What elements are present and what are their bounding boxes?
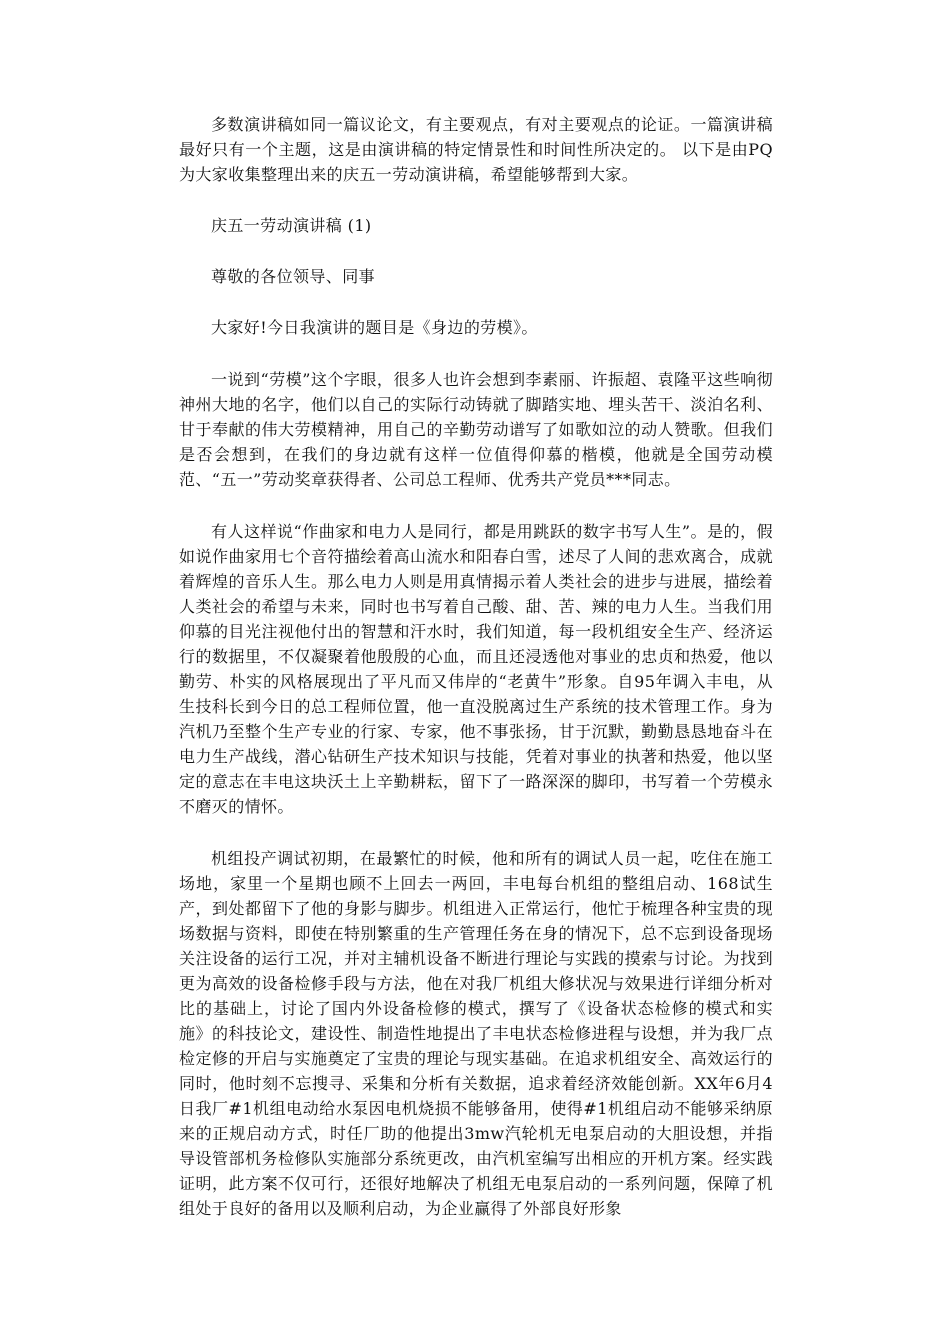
document-body xyxy=(179,112,773,1221)
body-paragraph: 有人这样说“作曲家和电力人是同行，都是用跳跃的数字书写人生”。是的，假如说作曲家用七个音符描绘着高山流水和阳春白雪，述尽了人间的悲欢离合，成就着辉煌的音乐人生。那么电力人则是用真情揭示着人类社会的进步与进展，描绘着人类社会的希望与未来，同时也书写着自己酸、甜、苦、辣的电力人生。当我们用仰慕的目光注视他付出的智慧和汗水时，我们知道，每一段机组安全生产、经济运行的数据里，不仅凝聚着他殷殷的心血，而且还浸透他对事业的忠贞和热爱，他以勤劳、朴实的风格展现出了平凡而又伟岸的“老黄牛”形象。自95年调入丰电，从生技科长到今日的总工程师位置，他一直没脱离过生产系统的技术管理工作。身为汽机乃至整个生产专业的行家、专家，他不事张扬，甘于沉默，勤勤恳恳地奋斗在电力生产战线，潜心钻研生产技术知识与技能，凭着对事业的执著和热爱，他以坚定的意志在丰电这块沃土上辛勤耕耘，留下了一路深深的脚印，书写着一个劳模永不磨灭的情怀。 xyxy=(179,522,773,816)
speech-title: 庆五一劳动演讲稿 (1) xyxy=(211,216,372,235)
intro-paragraph: 多数演讲稿如同一篇议论文，有主要观点，有对主要观点的论证。一篇演讲稿最好只有一个主题，这是由演讲稿的特定情景性和时间性所决定的。 以下是由PQ为大家收集整理出来的庆五一劳动演讲稿，希望能够帮到大家。 xyxy=(179,115,773,184)
greeting: 大家好!今日我演讲的题目是《身边的劳模》。 xyxy=(211,318,538,337)
body-paragraph: 一说到“劳模”这个字眼，很多人也许会想到李素丽、许振超、袁隆平这些响彻神州大地的名字，他们以自己的实际行动铸就了脚踏实地、埋头苦干、淡泊名利、甘于奉献的伟大劳模精神，用自己的辛勤劳动谱写了如歌如泣的动人赞歌。但我们是否会想到，在我们的身边就有这样一位值得仰慕的楷模，他就是全国劳动模范、“五一”劳动奖章获得者、公司总工程师、优秀共产党员***同志。 xyxy=(179,370,773,489)
body-paragraph: 机组投产调试初期，在最繁忙的时候，他和所有的调试人员一起，吃住在施工场地，家里一个星期也顾不上回去一两回，丰电每台机组的整组启动、168试生产，到处都留下了他的身影与脚步。机组进入正常运行，他忙于梳理各种宝贵的现场数据与资料，即使在特别繁重的生产管理任务在身的情况下，总不忘到设备现场关注设备的运行工况，并对主辅机设备不断进行理论与实践的摸索与讨论。为找到更为高效的设备检修手段与方法，他在对我厂机组大修状况与效果进行详细分析对比的基础上，讨论了国内外设备检修的模式，撰写了《设备状态检修的模式和实施》的科技论文，建设性、制造性地提出了丰电状态检修进程与设想，并为我厂点检定修的开启与实施奠定了宝贵的理论与现实基础。在追求机组安全、高效运行的同时，他时刻不忘搜寻、采集和分析有关数据，追求着经济效能创新。XX年6月4 日我厂#1机组电动给水泵因电机烧损不能够备用，使得#1机组启动不能够采纳原来的正规启动方式，时任厂助的他提出3mw汽轮机无电泵启动的大胆设想，并指导设管部机务检修队实施部分系统更改，由汽机室编写出相应的开机方案。经实践证明，此方案不仅可行，还很好地解决了机组无电泵启动的一系列问题，保障了机组处于良好的备用以及顺利启动，为企业赢得了外部良好形象 xyxy=(179,849,773,1218)
salutation: 尊敬的各位领导、同事 xyxy=(211,267,376,286)
